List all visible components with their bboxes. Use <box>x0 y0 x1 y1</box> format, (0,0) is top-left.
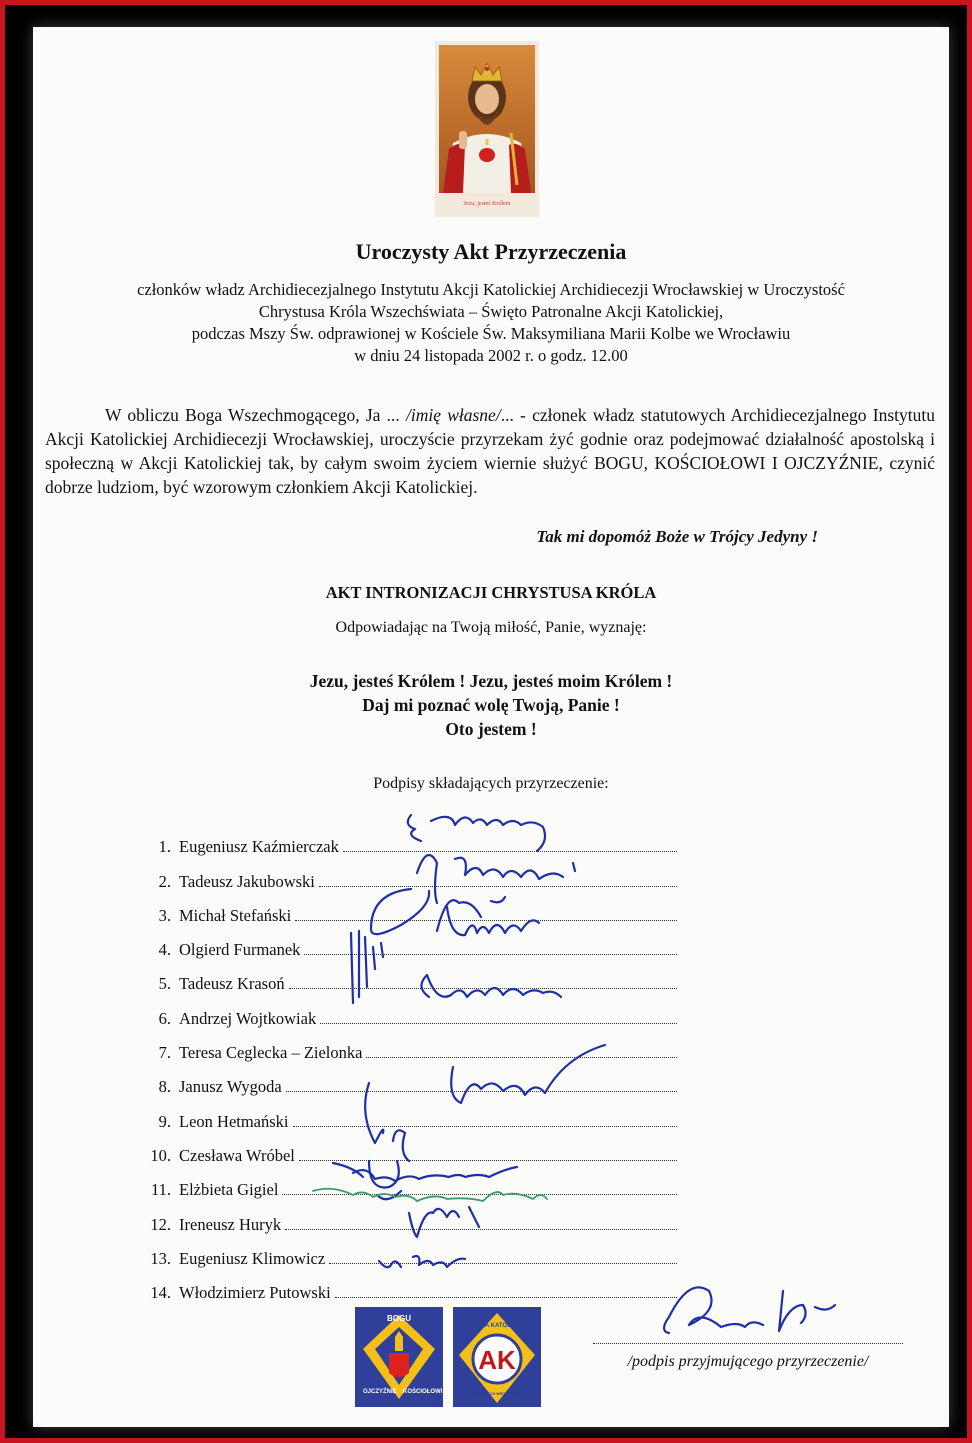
signature-6 <box>421 975 561 997</box>
handwritten-signatures <box>33 27 949 1427</box>
signatory-name: Włodzimierz Putowski <box>179 1283 331 1303</box>
signatory-name: Tadeusz Jakubowski <box>179 871 315 891</box>
response-line: Odpowiadając na Twoją miłość, Panie, wyznaję: <box>335 619 647 636</box>
signature-13 <box>313 1189 547 1201</box>
signatory-name: Andrzej Wojtkowiak <box>179 1008 317 1028</box>
signatory-name: Teresa Ceglecka – Zielonka <box>179 1043 363 1063</box>
signatory-number: 5. <box>158 974 171 994</box>
oath-closing-prayer: Tak mi dopomóż Boże w Trójcy Jedyny ! <box>536 527 818 546</box>
signatory-name: Leon Hetmański <box>179 1111 289 1131</box>
signatory-number: 11. <box>150 1180 171 1200</box>
signature-4 <box>447 907 539 935</box>
signature-8 <box>365 1083 409 1199</box>
signatory-number: 7. <box>158 1043 171 1063</box>
subtitle-line: członków władz Archidiecezjalnego Instytutu Akcji Katolickiej Archidiecezji Wrocławskiej w Uroczystość <box>137 280 845 299</box>
signatory-name: Michał Stefański <box>179 905 292 925</box>
signature-5 <box>351 931 383 1003</box>
subtitle-line: Chrystusa Króla Wszechświata – Święto Patronalne Akcji Katolickiej, <box>258 302 724 321</box>
logo-left-left-text: OJCZYŹNIE <box>363 1389 397 1395</box>
signatory-number: 8. <box>158 1077 171 1097</box>
signature-11 <box>379 1256 465 1267</box>
signature-12 <box>664 1287 835 1333</box>
creed-line: Daj mi poznać wolę Twoją, Panie ! <box>362 695 620 715</box>
signatory-number: 6. <box>158 1008 171 1028</box>
signature-2 <box>417 855 575 903</box>
signature-7 <box>451 1045 605 1103</box>
bogu-kosciolowi-ojczyznie-logo <box>355 1307 443 1407</box>
signatory-number: 4. <box>158 940 171 960</box>
creed-line: Oto jestem ! <box>445 719 537 739</box>
subtitle-line: podczas Mszy Św. odprawionej w Kościele Św. Maksymiliana Marii Kolbe we Wrocławiu <box>191 324 791 343</box>
signatory-name: Eugeniusz Klimowicz <box>179 1248 326 1268</box>
signatory-name: Tadeusz Krasoń <box>179 974 285 994</box>
document-title: Uroczysty Akt Przyrzeczenia <box>355 239 627 264</box>
oath-part-2: ... - członek władz statutowych Archidiecezjalnego Instytutu Akcji Katolickiej Archidiecezji Wrocławskiej, uroczyście przyrzekam żyć godnie oraz podejmować działalność apostolską i społeczną w Akcji Katolickiej tak, by całym swoim życiem wiernie służyć BOGU, KOŚCIOŁOWI I OJCZYŹNIE, czynić dobrze ludziom, być wzorowym członkiem Akcji Katolickiej. <box>45 405 935 497</box>
akcja-katolicka-logo <box>453 1307 541 1407</box>
signatures-heading: Podpisy składających przyrzeczenie: <box>373 775 609 792</box>
logo-right-top-text: AKCJA KATOLICKA <box>468 1323 526 1329</box>
document-page <box>33 27 949 1427</box>
receiver-label: /podpis przyjmującego przyrzeczenie/ <box>627 1353 869 1370</box>
signatory-number: 1. <box>158 837 171 857</box>
signatory-name: Olgierd Furmanek <box>179 940 301 960</box>
signatory-number: 12. <box>150 1214 171 1234</box>
signatory-number: 10. <box>150 1145 171 1165</box>
logo-left-top-text: BOGU <box>387 1314 411 1323</box>
logo-right-bottom-text: ARCHIDIECEZJI WROCŁAWSKIEJ <box>467 1392 527 1396</box>
signatory-number: 3. <box>158 905 171 925</box>
signatory-name: Czesława Wróbel <box>179 1145 295 1165</box>
logo-left-right-text: KOŚCIOŁOWI <box>403 1389 443 1395</box>
creed-line: Jezu, jesteś Królem ! Jezu, jesteś moim Królem ! <box>309 671 673 691</box>
image-caption: Jezu, jesteś Królem <box>463 201 511 207</box>
signatory-number: 13. <box>150 1248 171 1268</box>
signature-9 <box>333 1163 517 1181</box>
signatory-number: 9. <box>158 1111 171 1131</box>
subtitle-line: w dniu 24 listopada 2002 r. o godz. 12.00 <box>354 346 628 365</box>
signatory-name: Ireneusz Huryk <box>179 1214 282 1234</box>
signatory-name: Elżbieta Gigiel <box>179 1180 279 1200</box>
receiver-signature-line <box>593 1343 903 1344</box>
signatory-name: Janusz Wygoda <box>179 1077 282 1097</box>
signatory-name: Eugeniusz Kaźmierczak <box>179 837 339 857</box>
oath-part-1: W obliczu Boga Wszechmogącego, Ja ... <box>105 405 406 425</box>
oath-name-placeholder: /imię własne/ <box>406 405 501 425</box>
signature-1 <box>408 815 545 851</box>
signatory-number: 14. <box>150 1283 171 1303</box>
signatory-number: 2. <box>158 871 171 891</box>
section-title: AKT INTRONIZACJI CHRYSTUSA KRÓLA <box>325 583 657 602</box>
logo-ak-text: AK <box>478 1345 516 1375</box>
signature-10 <box>409 1207 479 1237</box>
